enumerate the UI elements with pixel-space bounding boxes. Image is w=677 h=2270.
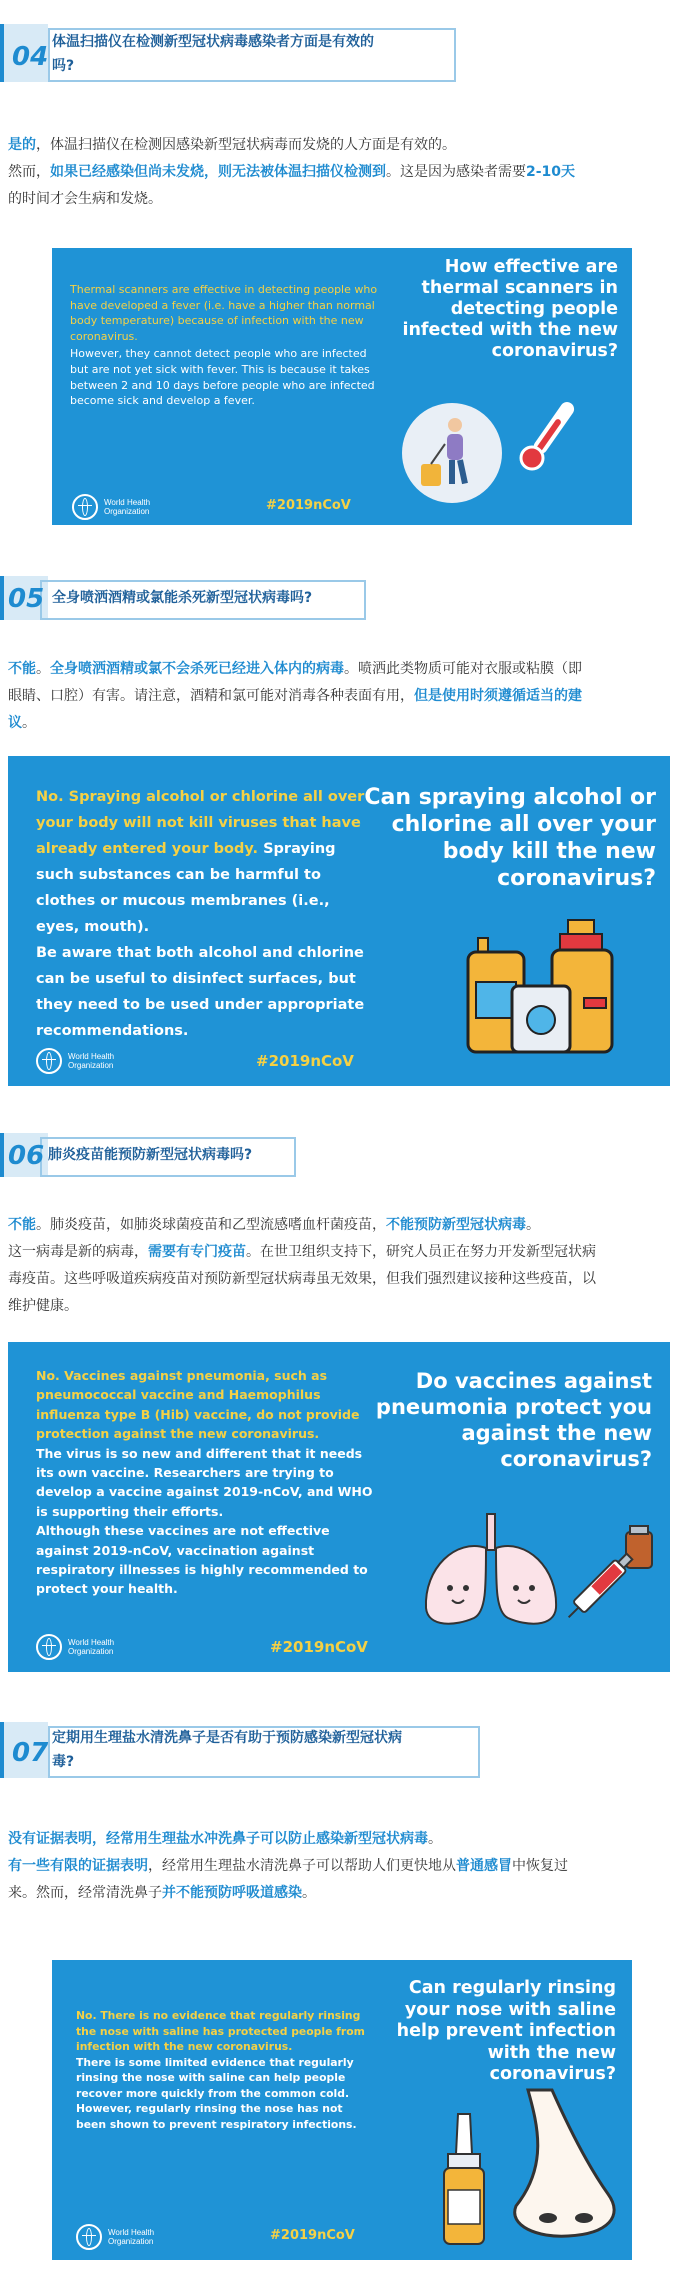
section-paragraph-07	[8, 1826, 670, 1907]
para-line: 是的，体温扫描仪在检测因感染新型冠状病毒而发烧的人方面是有效的。	[8, 137, 456, 153]
info-card-05	[8, 756, 670, 1086]
hashtag: #2019nCoV	[270, 2228, 355, 2243]
hashtag: #2019nCoV	[266, 498, 351, 513]
section-title: 体温扫描仪在检测新型冠状病毒感染者方面是有效的 吗?	[52, 34, 374, 74]
lungs-icon	[416, 1508, 566, 1638]
para-line: 眼睛、口腔）有害。请注意，酒精和氯可能对消毒各种表面有用，但是使用时须遵循适当的建	[8, 688, 582, 704]
who-logo: World Health Organization	[36, 1048, 114, 1074]
para-line: 然而，如果已经感染但尚未发烧，则无法被体温扫描仪检测到。这是因为感染者需要2-10天	[8, 164, 576, 180]
para-line: 没有证据表明，经常用生理盐水冲洗鼻子可以防止感染新型冠状病毒。	[8, 1831, 442, 1847]
thermometer-icon	[510, 392, 590, 482]
card-body: No. There is no evidence that regularly rinsing the nose with saline has protected people from infection with the new coronavirus. There is some limited evidence that regularly rinsing the nose with saline can help people recover more quickly from the common cold. However, regularly rinsing the nose has not been shown to prevent respiratory infections.	[76, 2009, 365, 2131]
para-line: 的时间才会生病和发烧。	[8, 191, 162, 207]
section-paragraph-04	[8, 132, 670, 213]
who-logo: World Health Organization	[72, 494, 150, 520]
globe-icon	[36, 1048, 62, 1074]
traveler-icon	[397, 398, 507, 508]
card-body: Thermal scanners are effective in detecting people who have developed a fever (i.e. have a higher than normal body temperature) because of infection with the new coronavirus. However, they cannot detect people who are infected but are not yet sick with fever. This is because it takes between 2 and 10 days before people who are infected become sick and develop a fever.	[70, 283, 378, 408]
info-card-06	[8, 1342, 670, 1672]
globe-icon	[72, 494, 98, 520]
cleaning-bottles-icon	[464, 916, 634, 1056]
para-line: 不能。肺炎疫苗，如肺炎球菌疫苗和乙型流感嗜血杆菌疫苗，不能预防新型冠状病毒。	[8, 1217, 540, 1233]
section-number: 04	[12, 42, 49, 72]
para-line: 维护健康。	[8, 1298, 78, 1314]
section-title: 肺炎疫苗能预防新型冠状病毒吗?	[48, 1147, 253, 1163]
card-question: Can spraying alcohol or chlorine all over your body kill the new coronavirus?	[364, 785, 656, 891]
section-header-07	[0, 1722, 484, 1778]
para-line: 毒疫苗。这些呼吸道疾病疫苗对预防新型冠状病毒虽无效果，但我们强烈建议接种这些疫苗，以	[8, 1271, 596, 1287]
who-logo: World Health Organization	[76, 2224, 154, 2250]
para-line: 这一病毒是新的病毒，需要有专门疫苗。在世卫组织支持下，研究人员正在努力开发新型冠状病	[8, 1244, 596, 1260]
section-header-04	[0, 24, 460, 82]
card-question: Do vaccines against pneumonia protect you against the new coronavirus?	[375, 1369, 652, 1471]
card-question: Can regularly rinsing your nose with saline help prevent infection with the new coronavirus?	[396, 1978, 616, 2084]
section-title: 定期用生理盐水清洗鼻子是否有助于预防感染新型冠状病 毒?	[52, 1730, 402, 1770]
section-header-05	[0, 576, 370, 620]
info-card-07	[52, 1960, 632, 2260]
section-number: 07	[12, 1738, 49, 1768]
section-number: 05	[8, 584, 45, 614]
section-paragraph-05	[8, 656, 670, 737]
section-header-06	[0, 1133, 300, 1177]
hashtag: #2019nCoV	[270, 1638, 368, 1656]
card-body: No. Spraying alcohol or chlorine all over your body will not kill viruses that have already entered your body. Spraying such substances can be harmful to clothes or mucous membranes (i.e., eyes, mouth). Be aware that both alcohol and chlorine can be useful to disinfect surfaces, but they need to be used under appropriate recommendations.	[36, 789, 365, 1039]
para-line: 来。然而，经常清洗鼻子并不能预防呼吸道感染。	[8, 1885, 316, 1901]
section-number: 06	[8, 1141, 45, 1171]
para-line: 不能。全身喷洒酒精或氯不会杀死已经进入体内的病毒。喷洒此类物质可能对衣服或粘膜（即	[8, 661, 582, 677]
para-line: 议。	[8, 715, 36, 731]
info-card-04	[52, 248, 632, 525]
syringe-icon	[554, 1522, 664, 1632]
who-logo: World Health Organization	[36, 1634, 114, 1660]
hashtag: #2019nCoV	[256, 1052, 354, 1070]
globe-icon	[36, 1634, 62, 1660]
para-line: 有一些有限的证据表明，经常用生理盐水清洗鼻子可以帮助人们更快地从普通感冒中恢复过	[8, 1858, 568, 1874]
section-title: 全身喷洒酒精或氯能杀死新型冠状病毒吗?	[52, 590, 313, 606]
section-paragraph-06	[8, 1212, 670, 1320]
card-question: How effective are thermal scanners in detecting people infected with the new coronavirus?	[402, 257, 618, 361]
card-body: No. Vaccines against pneumonia, such as pneumococcal vaccine and Haemophilus influenza type B (Hib) vaccine, do not provide protection against the new coronavirus. The virus is so new and different that it needs its own vaccine. Researchers are trying to develop a vaccine against 2019-nCoV, and WHO is supporting their efforts. Although these vaccines are not effective against 2019-nCoV, vaccination against respiratory illnesses is highly recommended to protect your health.	[36, 1368, 373, 1597]
nasal-spray-icon	[434, 2110, 494, 2250]
nose-icon	[508, 2086, 628, 2246]
globe-icon	[76, 2224, 102, 2250]
